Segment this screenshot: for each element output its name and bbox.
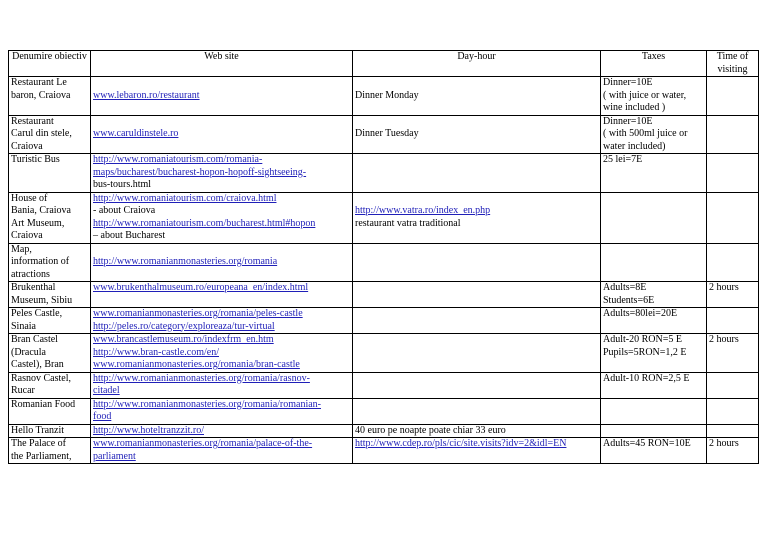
sheet [8, 50, 759, 464]
website-link[interactable]: www.romanianmonasteries.org/romania/bran-castle [93, 359, 300, 370]
dayhour-cell [353, 372, 601, 398]
cell-text: Adults=45 RON=10E [603, 438, 691, 449]
cell-text [355, 193, 598, 206]
website-link[interactable]: http://www.romanianmonasteries.org/romania/romanian- [93, 398, 321, 410]
dayhour-cell [353, 308, 601, 334]
objective-cell [9, 282, 91, 308]
cell-text: Restaurant Le [11, 77, 67, 88]
cell-text: Craiova [11, 140, 43, 152]
cell-text: Art Museum, [11, 217, 65, 229]
website-link[interactable]: http://www.bran-castle.com/en/ [93, 346, 219, 358]
objective-cell [9, 243, 91, 282]
dayhour-cell [353, 334, 601, 373]
website-link[interactable]: http://www.romaniatourism.com/craiova.html [93, 192, 277, 204]
table-body [9, 77, 759, 464]
table-row [9, 192, 759, 243]
time-cell [707, 282, 759, 308]
objective-cell [9, 438, 91, 464]
website-link[interactable]: food [93, 411, 112, 422]
table-row [9, 77, 759, 116]
cell-text: restaurant vatra traditional [355, 217, 461, 229]
dayhour-cell [353, 282, 601, 308]
table-row [9, 398, 759, 424]
cell-text: (Dracula [11, 346, 46, 358]
cell-text: Sinaia [11, 320, 36, 332]
table-row [9, 243, 759, 282]
cell-text: – about Bucharest [93, 230, 166, 241]
cell-text: 2 hours [709, 282, 739, 293]
cell-text: Brukenthal [11, 282, 56, 293]
objective-cell [9, 154, 91, 193]
table-row [9, 334, 759, 373]
time-cell [707, 372, 759, 398]
time-cell [707, 424, 759, 438]
taxes-cell [601, 154, 707, 193]
cell-text: House of [11, 192, 48, 204]
cell-text: ( with juice or water, [603, 89, 687, 101]
cell-text: atractions [11, 268, 50, 280]
table-row [9, 154, 759, 193]
cell-text: 40 euro pe noapte poate chiar 33 euro [355, 424, 506, 436]
website-cell [91, 282, 353, 308]
taxes-cell [601, 438, 707, 464]
objective-cell [9, 77, 91, 116]
cell-text: ( with 500ml juice or [603, 128, 688, 139]
cell-text: Rasnov Castel, [11, 372, 71, 384]
cell-text: 2 hours [709, 334, 739, 345]
website-link[interactable]: http://peles.ro/category/exploreaza/tur-virtual [93, 320, 275, 332]
taxes-cell [601, 243, 707, 282]
time-cell [707, 243, 759, 282]
cell-text: Castel), Bran [11, 359, 64, 370]
table-row [9, 115, 759, 154]
website-cell [91, 243, 353, 282]
taxes-cell [601, 115, 707, 154]
table-row [9, 308, 759, 334]
objective-cell [9, 115, 91, 154]
dayhour-cell [353, 424, 601, 438]
cell-text: Peles Castle, [11, 308, 63, 319]
website-cell [91, 424, 353, 438]
cell-text: Adults=80lei=20E [603, 308, 678, 319]
cell-text [355, 116, 598, 129]
cell-text: Bran Castel [11, 334, 58, 345]
cell-text: 25 lei=7E [603, 154, 643, 165]
header-taxes: Taxes [601, 51, 707, 77]
table-row [9, 424, 759, 438]
time-cell [707, 115, 759, 154]
website-cell [91, 154, 353, 193]
cell-text: Dinner Tuesday [355, 128, 419, 139]
website-cell [91, 308, 353, 334]
objective-cell [9, 192, 91, 243]
website-link[interactable]: www.romanianmonasteries.org/romania/peles-castle [93, 308, 303, 319]
website-link[interactable]: citadel [93, 385, 120, 396]
website-link[interactable]: parliament [93, 450, 136, 462]
website-cell [91, 372, 353, 398]
website-link[interactable]: www.caruldinstele.ro [93, 128, 179, 139]
website-link[interactable]: http://www.romanianmonasteries.org/romania/rasnov- [93, 372, 310, 384]
website-link[interactable]: www.lebaron.ro/restaurant [93, 89, 200, 101]
cell-text: Craiova [11, 230, 43, 241]
website-cell [91, 115, 353, 154]
table-row [9, 438, 759, 464]
website-link[interactable]: http://www.romanianmonasteries.org/romania [93, 256, 278, 267]
time-cell [707, 154, 759, 193]
taxes-cell [601, 192, 707, 243]
website-link[interactable]: www.brukenthalmuseum.ro/europeana_en/index.html [93, 282, 309, 293]
time-cell [707, 192, 759, 243]
website-link[interactable]: http://www.vatra.ro/index_en.php [355, 205, 491, 216]
cell-text: 2 hours [709, 438, 739, 449]
cell-text: Restaurant [11, 115, 54, 127]
cell-text [355, 77, 598, 90]
objective-cell [9, 334, 91, 373]
cell-text: Carul din stele, [11, 128, 72, 139]
cell-text: Students=6E [603, 294, 655, 306]
cell-text: Dinner Monday [355, 89, 419, 101]
taxes-cell [601, 372, 707, 398]
cell-text: the Parliament, [11, 450, 72, 462]
taxes-cell [601, 77, 707, 116]
cell-text [93, 77, 350, 90]
header-time: Time of visiting [707, 51, 759, 77]
dayhour-cell [353, 438, 601, 464]
time-cell [707, 334, 759, 373]
cell-text: Turistic Bus [11, 154, 60, 165]
cell-text: Pupils=5RON=1,2 E [603, 346, 687, 358]
website-link[interactable]: http://www.cdep.ro/pls/cic/site.visits?idv=2&idl=EN [355, 438, 567, 449]
objective-cell [9, 398, 91, 424]
website-cell [91, 334, 353, 373]
website-link[interactable]: maps/bucharest/bucharest-hopon-hopoff-sightseeing- [93, 166, 307, 178]
website-link[interactable]: http://www.hoteltranzzit.ro/ [93, 424, 204, 436]
website-cell [91, 438, 353, 464]
objective-cell [9, 372, 91, 398]
header-objective: Denumire obiectiv [9, 51, 91, 77]
taxes-cell [601, 334, 707, 373]
dayhour-cell [353, 192, 601, 243]
cell-text: The Palace of [11, 438, 66, 449]
website-link[interactable]: www.romanianmonasteries.org/romania/palace-of-the- [93, 438, 313, 449]
dayhour-cell [353, 154, 601, 193]
table-row [9, 282, 759, 308]
cell-text: Bania, Craiova [11, 205, 71, 216]
time-cell [707, 308, 759, 334]
objective-cell [9, 308, 91, 334]
cell-text: bus-tours.html [93, 179, 152, 190]
taxes-cell [601, 282, 707, 308]
website-link[interactable]: http://www.romaniatourism.com/romania- [93, 154, 263, 165]
website-cell [91, 398, 353, 424]
cell-text: water included) [603, 140, 666, 152]
taxes-cell [601, 424, 707, 438]
cell-text: Adult-20 RON=5 E [603, 334, 682, 345]
taxes-cell [601, 308, 707, 334]
website-cell [91, 77, 353, 116]
time-cell [707, 398, 759, 424]
header-dayhour: Day-hour [353, 51, 601, 77]
cell-text: Rucar [11, 385, 35, 396]
header-website: Web site [91, 51, 353, 77]
cell-text: Map, [11, 243, 32, 255]
website-cell [91, 192, 353, 243]
cell-text: - about Craiova [93, 205, 156, 216]
objective-cell [9, 424, 91, 438]
cell-text: Museum, Sibiu [11, 294, 73, 306]
cell-text: baron, Craiova [11, 89, 71, 101]
dayhour-cell [353, 115, 601, 154]
cell-text: Dinner=10E [603, 115, 653, 127]
website-link[interactable]: www.brancastlemuseum.ro/indexfrm_en.htm [93, 334, 274, 345]
time-cell [707, 438, 759, 464]
taxes-cell [601, 398, 707, 424]
cell-text: Romanian Food [11, 398, 76, 410]
objectives-table [8, 50, 759, 464]
time-cell [707, 77, 759, 116]
cell-text: wine included ) [603, 102, 666, 113]
header-row [9, 51, 759, 77]
dayhour-cell [353, 398, 601, 424]
cell-text: information of [11, 256, 70, 267]
website-link[interactable]: http://www.romaniatourism.com/bucharest.html#hopon [93, 217, 316, 229]
table-row [9, 372, 759, 398]
cell-text: Dinner=10E [603, 77, 653, 88]
cell-text [93, 116, 350, 129]
cell-text [93, 244, 350, 257]
dayhour-cell [353, 243, 601, 282]
cell-text: Hello Tranzit [11, 424, 65, 436]
dayhour-cell [353, 77, 601, 116]
cell-text: Adults=8E [603, 282, 647, 293]
cell-text: Adult-10 RON=2,5 E [603, 372, 690, 384]
